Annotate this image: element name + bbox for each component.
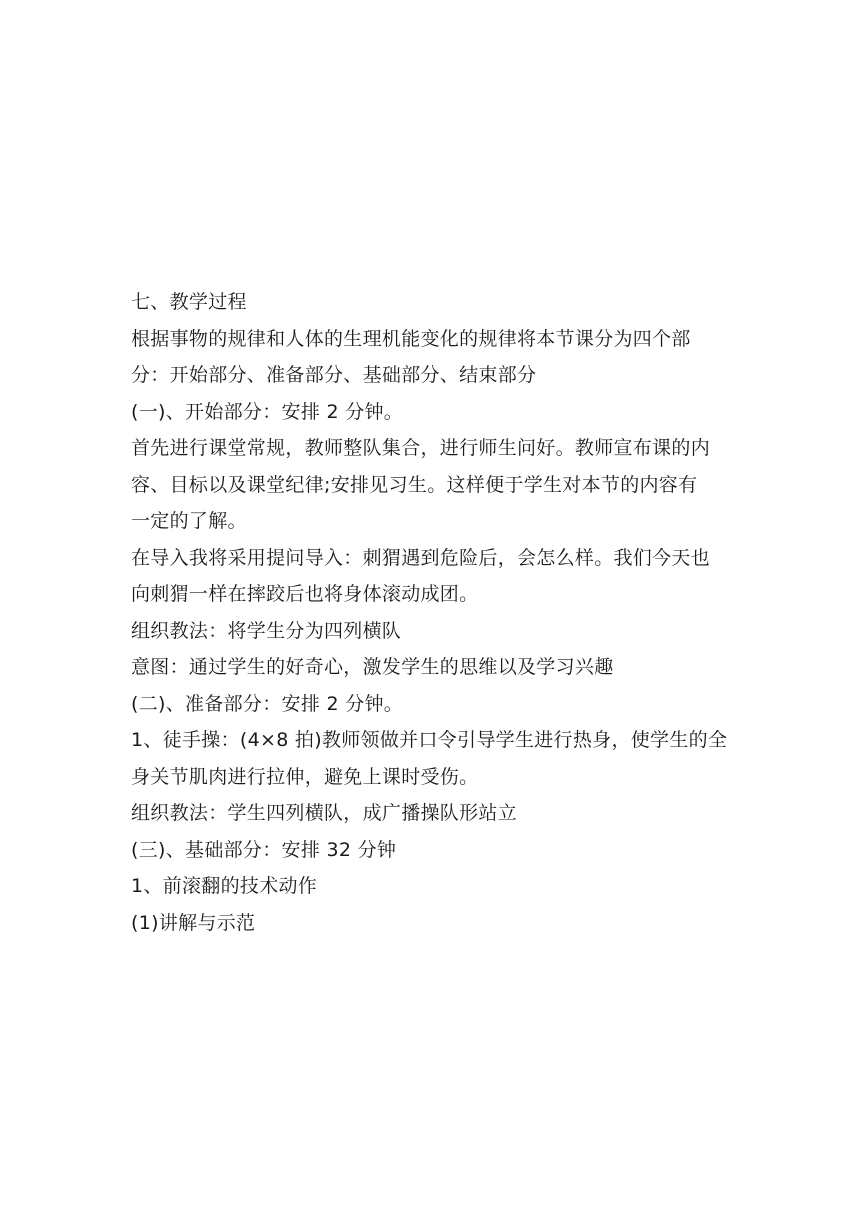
paragraph-line: (1)讲解与示范 [131,911,256,934]
paragraph-line: 根据事物的规律和人体的生理机能变化的规律将本节课分为四个部 [131,327,691,350]
subsection-heading: (一)、开始部分：安排 2 分钟。 [131,400,404,423]
paragraph-line: 一定的了解。 [131,510,247,532]
paragraph-line: 向刺猬一样在摔跤后也将身体滚动成团。 [131,583,479,605]
paragraph-line: 在导入我将采用提问导入：刺猬遇到危险后，会怎么样。我们今天也 [131,546,711,569]
subsection-heading: (三)、基础部分：安排 32 分钟 [131,838,397,861]
paragraph-line: 意图：通过学生的好奇心，激发学生的思维以及学习兴趣 [131,656,614,678]
paragraph-line: 首先进行课堂常规，教师整队集合，进行师生问好。教师宣布课的内 [131,437,711,459]
section-heading: 七、教学过程 [131,291,247,313]
paragraph-line: 分：开始部分、准备部分、基础部分、结束部分 [131,364,537,386]
paragraph-line: 1、徒手操：(4×8 拍)教师领做并口令引导学生进行热身，使学生的全 [131,729,728,751]
paragraph-line: 组织教法：学生四列横队，成广播操队形站立 [131,802,518,824]
document-body [131,284,731,941]
subsection-heading: (二)、准备部分：安排 2 分钟。 [131,692,404,715]
paragraph-line: 身关节肌肉进行拉伸，避免上课时受伤。 [131,765,479,788]
paragraph-line: 组织教法：将学生分为四列横队 [131,619,402,642]
paragraph-line: 容、目标以及课堂纪律;安排见习生。这样便于学生对本节的内容有 [131,473,698,496]
paragraph-line: 1、前滚翻的技术动作 [131,875,318,897]
